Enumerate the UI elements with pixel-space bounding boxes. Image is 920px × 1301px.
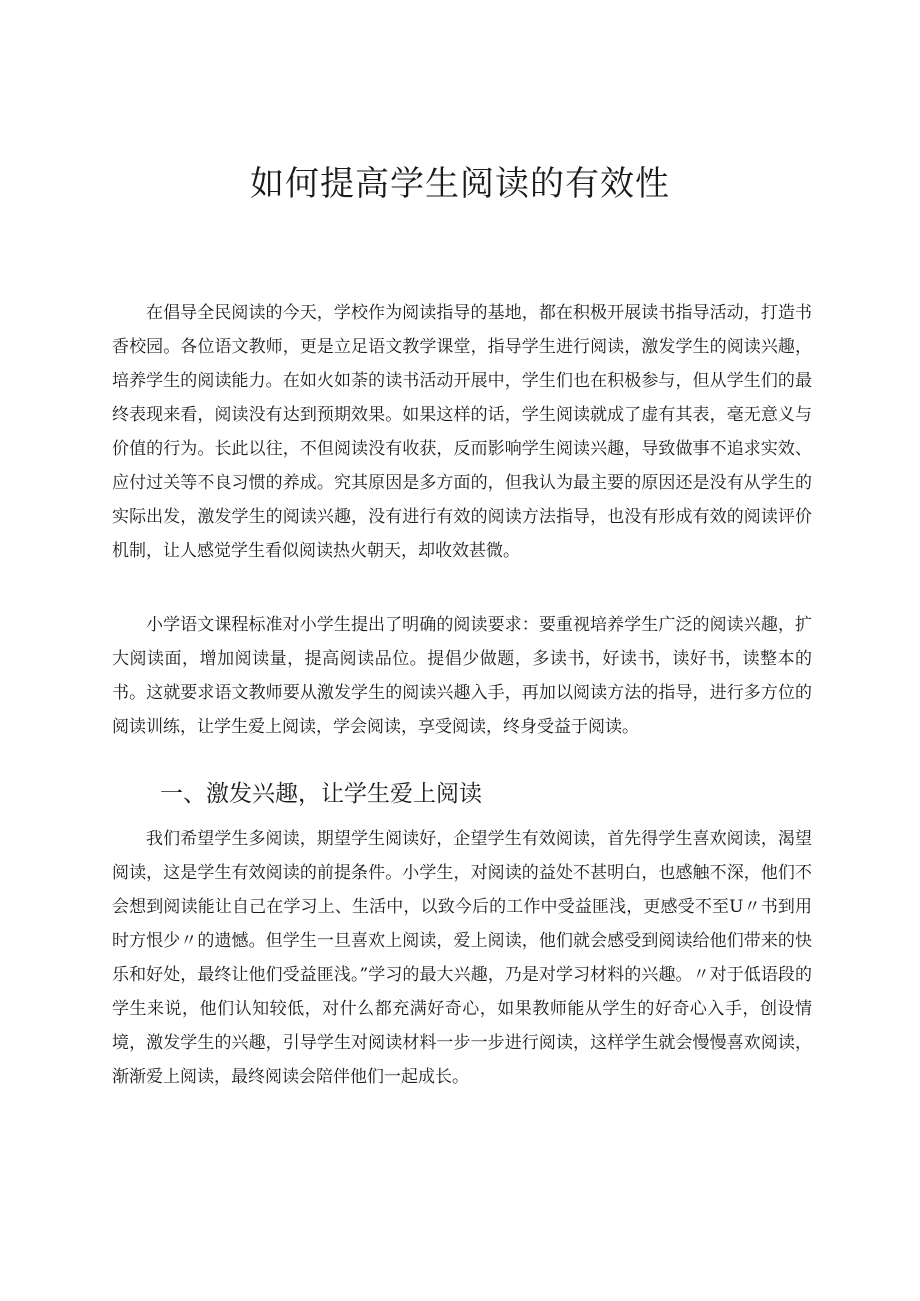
intro-paragraph-1: 在倡导全民阅读的今天，学校作为阅读指导的基地，都在积极开展读书指导活动，打造书香校园。各位语文教师，更是立足语文教学课堂，指导学生进行阅读，激发学生的阅读兴趣，培养学生的阅读能力。在如火如荼的读书活动开展中，学生们也在积极参与，但从学生们的最终表现来看，阅读没有达到预期效果。如果这样的话，学生阅读就成了虚有其表，毫无意义与价值的行为。长此以往，不但阅读没有收获，反而影响学生阅读兴趣，导致做事不追求实效、应付过关等不良习惯的养成。究其原因是多方面的，但我认为最主要的原因还是没有从学生的实际出发，激发学生的阅读兴趣，没有进行有效的阅读方法指导，也没有形成有效的阅读评价机制，让人感觉学生看似阅读热火朝天，却收效甚微。 bbox=[112, 303, 812, 561]
section-paragraph-1: 我们希望学生多阅读，期望学生阅读好，企望学生有效阅读，首先得学生喜欢阅读，渴望阅读，这是学生有效阅读的前提条件。小学生，对阅读的益处不甚明白，也感触不深，他们不会想到阅读能让自己在学习上、生活中，以致今后的工作中受益匪浅，更感受不至U〃书到用时方恨少〃的遗憾。但学生一旦喜欢上阅读，爱上阅读，他们就会感受到阅读给他们带来的快乐和好处，最终让他们受益匪浅。”学习的最大兴趣，乃是对学习材料的兴趣。〃对于低语段的学生来说，他们认知较低，对什么都充满好奇心，如果教师能从学生的好奇心入手，创设情境，激发学生的兴趣，引导学生对阅读材料一步一步进行阅读，这样学生就会慢慢喜欢阅读，渐渐爱上阅读，最终阅读会陪伴他们一起成长。 bbox=[112, 829, 812, 1087]
document-title: 如何提高学生阅读的有效性 bbox=[250, 164, 670, 204]
intro-paragraph-2: 小学语文课程标准对小学生提出了明确的阅读要求：要重视培养学生广泛的阅读兴趣，扩大阅读面，增加阅读量，提高阅读品位。提倡少做题，多读书，好读书，读好书，读整本的书。这就要求语文教师要从激发学生的阅读兴趣入手，再加以阅读方法的指导，进行多方位的阅读训练，让学生爱上阅读，学会阅读，享受阅读，终身受益于阅读。 bbox=[112, 615, 812, 737]
section-heading-1: 一、激发兴趣，让学生爱上阅读 bbox=[160, 781, 482, 807]
